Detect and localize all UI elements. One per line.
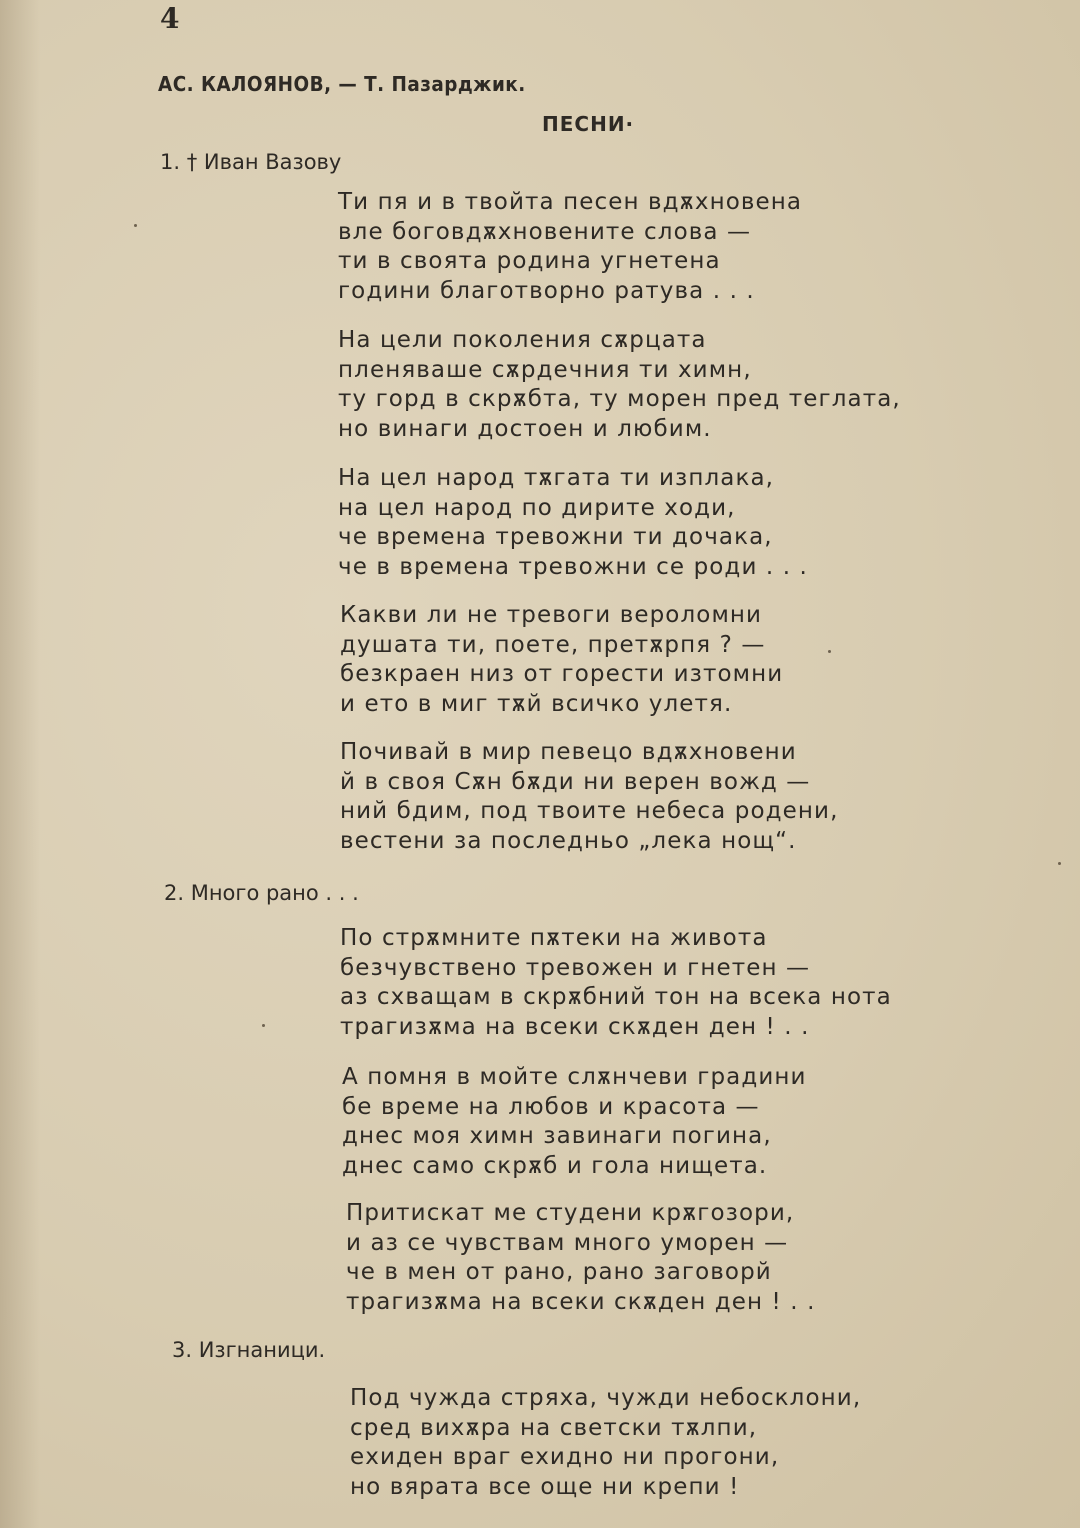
verse-line: трагизѫма на всеки скѫден ден ! . .	[340, 1013, 810, 1040]
verse-line: пленяваше сѫрдечния ти химн,	[338, 356, 752, 383]
verse-line: на цел народ по дирите ходи,	[338, 494, 736, 521]
verse-line: и ето в миг тѫй всичко улетя.	[340, 690, 733, 717]
verse-line: душата ти, поете, претѫрпя ? —	[340, 631, 766, 658]
poem-title: 2. Много рано . . .	[164, 881, 359, 905]
verse-line: й в своя Сѫн бѫди ни верен вожд —	[340, 768, 811, 795]
verse-line: Какви ли не тревоги вероломни	[340, 602, 763, 628]
poem-title: 1. † Иван Вазову	[160, 150, 342, 174]
verse-line: Ти пя и в твойта песен вдѫхновена	[338, 189, 803, 215]
paper-speck	[828, 650, 831, 653]
verse-line: По стрѫмните пѫтеки на живота	[340, 925, 768, 951]
verse-line: сред вихѫра на светски тѫлпи,	[350, 1414, 758, 1441]
verse-line: аз схващам в скрѫбний тон на всека нота	[340, 984, 892, 1010]
verse-line: че времена тревожни ти дочака,	[338, 524, 773, 550]
verse-line: и аз се чувствам много уморен —	[346, 1229, 789, 1256]
stanza	[338, 188, 802, 306]
stanza	[340, 601, 783, 719]
verse-line: че в времена тревожни се роди . . .	[338, 553, 808, 580]
section-title: ПЕСНИ·	[542, 112, 635, 136]
stanza	[338, 326, 901, 444]
poem-title: 3. Изгнаници.	[172, 1338, 326, 1362]
verse-line: На цели поколения сѫрцата	[338, 327, 707, 353]
verse-line: ний бдим, под твоите небеса родени,	[340, 798, 839, 824]
verse-line: вестени за последньо „лека нощ“.	[340, 827, 797, 854]
verse-line: Притискат ме студени крѫгозори,	[346, 1200, 795, 1226]
verse-line: безкраен низ от горести изтомни	[340, 661, 784, 687]
stanza	[340, 924, 892, 1042]
author-line: АС. КАЛОЯНОВ, — Т. Пазарджик.	[158, 72, 526, 96]
verse-line: ехиден враг ехидно ни прогони,	[350, 1444, 780, 1470]
verse-line: бе време на любов и красота —	[342, 1093, 760, 1120]
verse-line: но вярата все още ни крепи !	[350, 1473, 740, 1500]
stanza	[342, 1063, 807, 1181]
verse-line: На цел народ тѫгата ти изплака,	[338, 465, 775, 491]
stanza	[350, 1384, 861, 1502]
verse-line: днес моя химн завинаги погина,	[342, 1123, 772, 1149]
paper-speck	[262, 1024, 265, 1027]
paper-speck	[134, 224, 137, 227]
verse-line: ту горд в скрѫбта, ту морен пред теглата,	[338, 386, 901, 412]
verse-line: днес само скрѫб и гола нищета.	[342, 1152, 768, 1179]
verse-line: вле боговдѫхновените слова —	[338, 218, 752, 245]
verse-line: че в мен от рано, рано заговорй	[346, 1259, 772, 1285]
verse-line: безчувствено тревожен и гнетен —	[340, 954, 811, 981]
verse-line: години благотворно ратува . . .	[338, 277, 755, 304]
verse-line: Под чужда стряха, чужди небосклони,	[350, 1385, 862, 1411]
stanza	[340, 738, 839, 856]
stanza	[338, 464, 808, 582]
page-number: 4	[160, 2, 180, 35]
verse-line: но винаги достоен и любим.	[338, 415, 712, 442]
verse-line: Почивай в мир певецо вдѫхновени	[340, 739, 797, 765]
paper-edge-shadow	[0, 0, 40, 1528]
verse-line: А помня в мойте слѫнчеви градини	[342, 1064, 807, 1090]
paper-speck	[1058, 862, 1061, 865]
verse-line: трагизѫма на всеки скѫден ден ! . .	[346, 1288, 816, 1315]
verse-line: ти в своята родина угнетена	[338, 248, 721, 274]
stanza	[346, 1199, 816, 1317]
